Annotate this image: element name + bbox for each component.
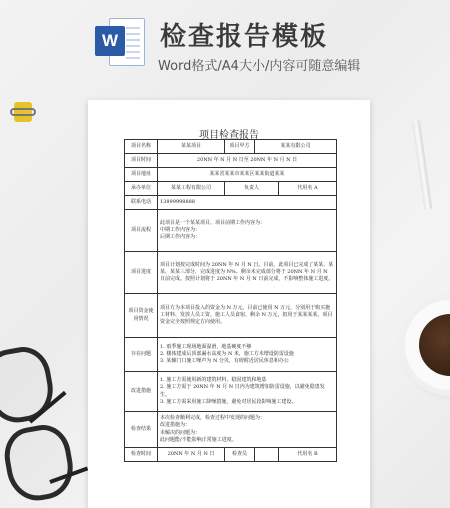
cell-label: 改进措施 (125, 372, 158, 412)
leader-label: 负责人 (225, 182, 279, 196)
table-row (125, 154, 337, 168)
cell-label: 项目地址 (125, 168, 158, 182)
pencil-decoration (412, 120, 432, 210)
word-letter-badge: W (95, 26, 125, 56)
period-value: 20NN 年 N 月 N 日至 20NN 年 N 月 N 日 (158, 154, 337, 168)
result-value (158, 412, 337, 448)
table-row (125, 412, 337, 448)
table-row (125, 196, 337, 210)
overview-line: 此项目是一个某某项目。项目前期工作内容为： (160, 219, 266, 226)
contractor-value: 某某工程有限公司 (158, 182, 225, 196)
table-row (125, 372, 337, 412)
owner-value: 某某有限公司 (255, 140, 337, 154)
measure-item: 2. 施工方需于 20NN 年 N 月 N 日内为建筑增加防雷设施，以避免隐患发生。 (160, 384, 325, 398)
overview-value (158, 210, 337, 252)
cell-label: 项目流程 (125, 210, 158, 252)
address-value: 某某省某某市某某区某某街道某某 (158, 168, 337, 182)
table-row (125, 210, 337, 252)
word-document-icon (95, 18, 143, 64)
cell-label: 项目名称 (125, 140, 158, 154)
cell-label: 检查结果 (125, 412, 158, 448)
issue-item: 1. 雨季施工现场地面湿滑，地基硬度不够 (160, 343, 252, 350)
result-line: 本次检查顺利完成，检查过程中发现的问题为： (160, 415, 266, 422)
table-row (125, 182, 337, 196)
cell-label: 项目甲方 (225, 140, 255, 154)
cell-label: 联系电话 (125, 196, 158, 210)
document-title: 项目检查报告 (199, 130, 259, 141)
page-title: 检查报告模板 (160, 22, 329, 52)
table-row (125, 448, 337, 462)
project-name-value: 某某项目 (158, 140, 225, 154)
overview-line: 中期工作内容为： (160, 226, 201, 233)
eyeglasses-decoration (0, 330, 85, 500)
issue-item: 2. 楼体建成后顶部漏水高度为 N 米，施工方未增设防雷设施 (160, 350, 294, 357)
cell-label: 检查时间 (125, 448, 158, 462)
cell-label: 存在问题 (125, 338, 158, 372)
check-date-value: 20NN 年 N 月 N 日 (158, 448, 225, 462)
measure-item: 1. 施工方需使用新的建筑材料，稳固建筑和地基 (160, 377, 267, 384)
coffee-cup-decoration (405, 300, 450, 390)
table-row (125, 168, 337, 182)
report-table (124, 139, 337, 462)
document-preview (88, 100, 370, 508)
measure-item: 3. 施工方需采用施工降噪措施，避免对居民段影响施工建设。 (160, 398, 297, 405)
measures-value (158, 372, 337, 412)
representative-value: 代用名 A (279, 182, 337, 196)
cell-label: 承办单位 (125, 182, 158, 196)
overview-line: 后期工作内容为： (160, 234, 201, 241)
binder-clip-decoration (10, 100, 36, 124)
cell-label: 项目资金使用情况 (125, 294, 158, 338)
table-row (125, 140, 337, 154)
progress-value: 项目计划按完成时间为 20NN 年 N 月 N 日。目前，此项目已完成了某某、某某、某某三部分，完成进度为 N%。剩余未完成部分将于 20NN 年 N 月 N 日前完成。按照计划将于 20NN 年 N 月 N 日前完成，不影响整体施工进度。 (158, 252, 337, 294)
phone-value: 13899998888 (158, 196, 337, 210)
result-line: 改进措施为： (160, 422, 191, 429)
inspector-label: 检查员 (225, 448, 255, 462)
table-row (125, 338, 337, 372)
cell-label: 项目进度 (125, 252, 158, 294)
table-row (125, 252, 337, 294)
funding-value: 项目方为本项目投入的资金为 N 万元。目前已使用 N 万元，分别用于购买施工材料、发放人员工资、施工人员食宿。剩余 N 万元，拟用于某某某某，项目资金完全按照规定方向使用。 (158, 294, 337, 338)
result-line: 未解决的问题为： (160, 429, 201, 436)
cell-label: 项目时间 (125, 154, 158, 168)
page-subtitle: Word格式/A4大小/内容可随意编辑 (158, 59, 361, 74)
table-row (125, 294, 337, 338)
inspector-signature-cell (255, 448, 279, 462)
issue-item: 3. 某辅门口施工噪声为 N 分贝，有碍附近居民休息和办公 (160, 358, 289, 365)
inspector-name-value: 代用名 B (279, 448, 337, 462)
result-line: 此问题能/不能影响正常施工进度。 (160, 436, 237, 443)
issues-value (158, 338, 337, 372)
